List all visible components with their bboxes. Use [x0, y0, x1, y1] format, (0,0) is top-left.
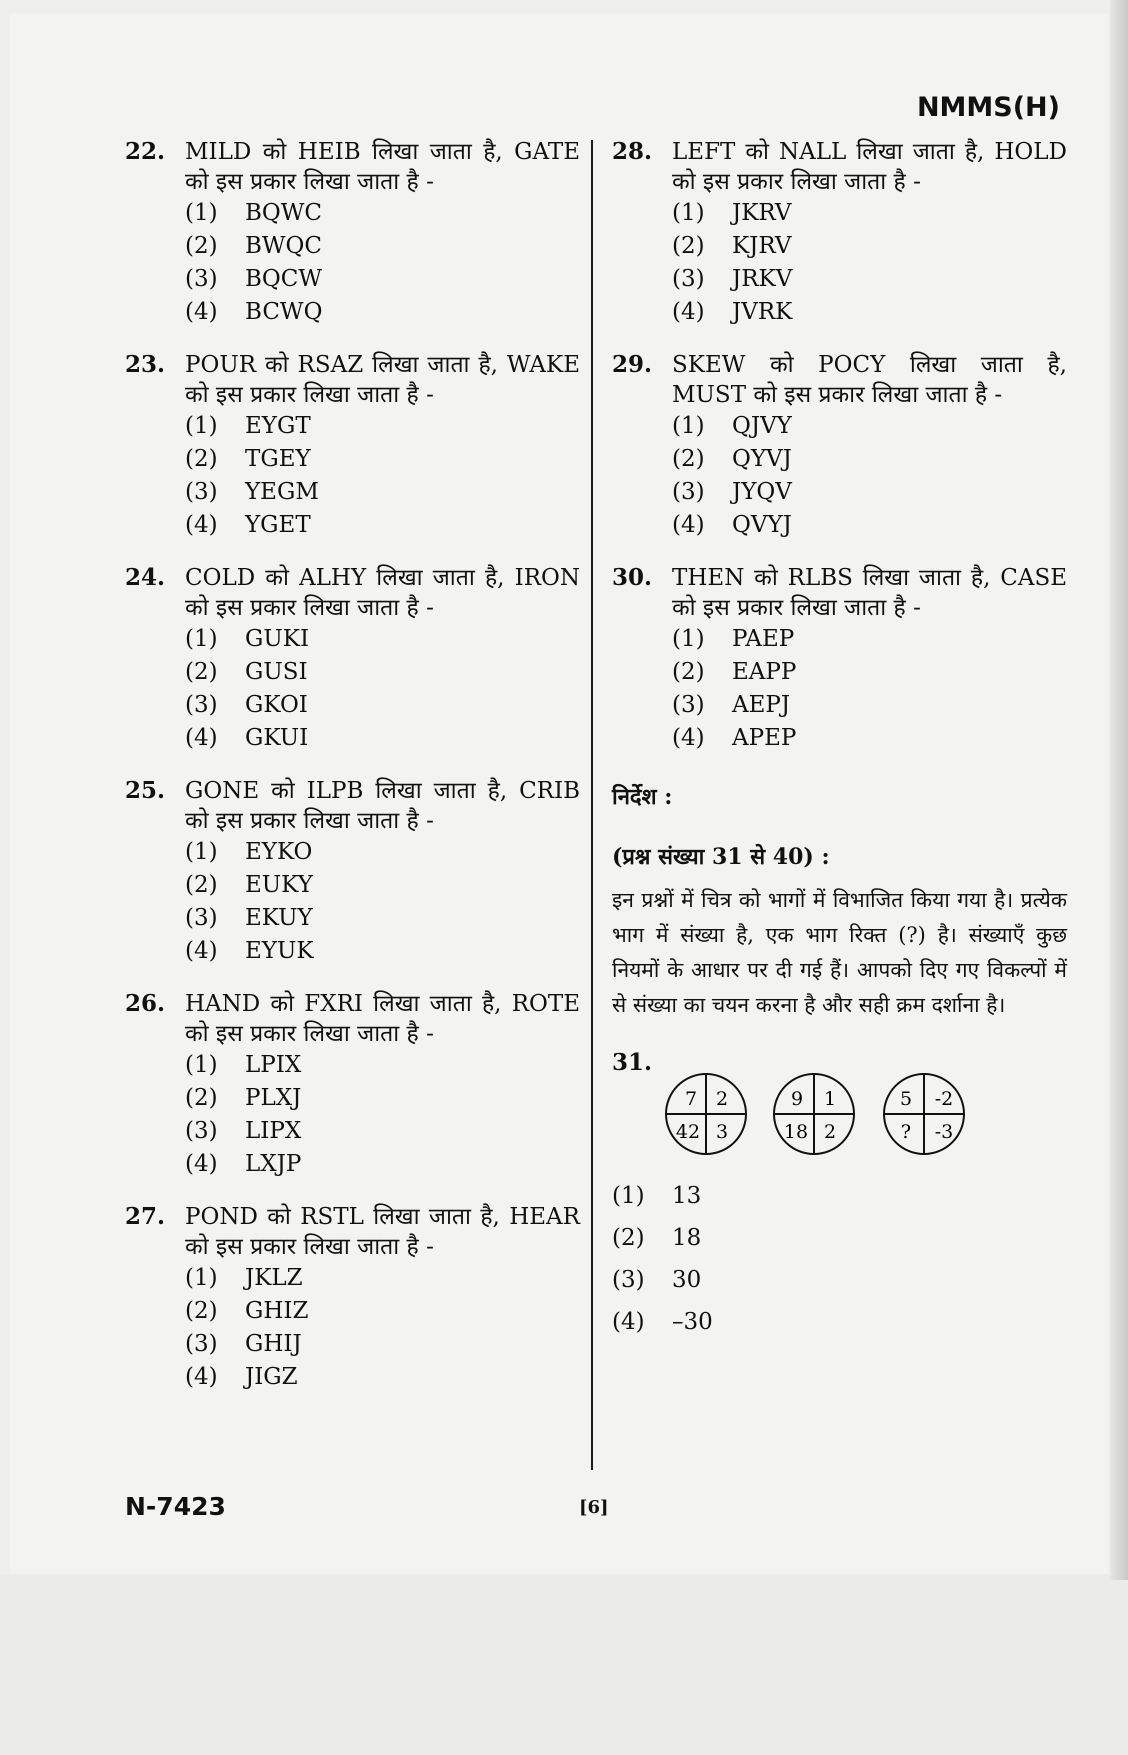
paper-code-header: NMMS(H): [916, 92, 1060, 123]
option[interactable]: (3) JRKV: [672, 266, 793, 292]
option[interactable]: (3) GKOI: [185, 692, 308, 718]
option[interactable]: (2) PLXJ: [185, 1085, 302, 1111]
option[interactable]: (3) BQCW: [185, 266, 322, 292]
question-text-cont: को इस प्रकार लिखा जाता है -: [672, 169, 921, 195]
question-text: LEFT को NALL लिखा जाता है, HOLD: [672, 139, 1067, 165]
question-27: [125, 1202, 580, 1394]
option[interactable]: (1) BQWC: [185, 200, 322, 226]
question-number: 29.: [612, 351, 653, 378]
scan-background: [0, 1574, 1128, 1755]
option[interactable]: (2) 18: [612, 1225, 702, 1251]
footer-paper-code: N-7423: [125, 1492, 226, 1521]
option[interactable]: (4) JIGZ: [185, 1364, 298, 1390]
option[interactable]: (4) QVYJ: [672, 512, 792, 538]
section-instructions: इन प्रश्नों में चित्र को भागों में विभाजित किया गया है। प्रत्येक भाग में संख्या है, एक भाग रिक्त (?) है। संख्याएँ कुछ नियमों के आधार पर दी गई हैं। आपको दिए गए विकल्पों में से संख्या का चयन करना है और सही क्रम दर्शाना है।: [612, 888, 1067, 1017]
right-column: [612, 137, 1067, 1343]
option[interactable]: (4) LXJP: [185, 1151, 302, 1177]
question-text-cont: को इस प्रकार लिखा जाता है -: [185, 595, 434, 621]
page-binding-edge: [1110, 0, 1128, 1580]
option[interactable]: (1) PAEP: [672, 626, 795, 652]
option[interactable]: (3) YEGM: [185, 479, 319, 505]
left-column: [125, 137, 580, 1415]
option[interactable]: (4) GKUI: [185, 725, 309, 751]
option[interactable]: (3) LIPX: [185, 1118, 302, 1144]
question-text-cont: को इस प्रकार लिखा जाता है -: [185, 169, 434, 195]
option[interactable]: (4) –30: [612, 1309, 713, 1335]
circle-1-top-right: 2: [715, 1088, 729, 1110]
question-text: SKEW को POCY लिखा जाता है,: [672, 352, 1067, 378]
circle-2-bottom-right: 2: [823, 1121, 837, 1143]
question-text: COLD को ALHY लिखा जाता है, IRON: [185, 565, 580, 591]
question-text-cont: को इस प्रकार लिखा जाता है -: [185, 1234, 434, 1260]
circle-2-bottom-left: 18: [783, 1121, 809, 1143]
question-23: [125, 350, 580, 542]
option[interactable]: (2) BWQC: [185, 233, 322, 259]
question-22: [125, 137, 580, 329]
question-number: 25.: [125, 777, 166, 804]
question-text: MILD को HEIB लिखा जाता है, GATE: [185, 139, 580, 165]
question-text: GONE को ILPB लिखा जाता है, CRIB: [185, 778, 580, 804]
option[interactable]: (1) LPIX: [185, 1052, 302, 1078]
question-number: 30.: [612, 564, 653, 591]
circle-1-bottom-right: 3: [715, 1121, 729, 1143]
question-number: 26.: [125, 990, 166, 1017]
circle-2-top-right: 1: [823, 1088, 837, 1110]
circle-figure-2: [774, 1074, 854, 1154]
column-divider: [591, 140, 593, 1470]
circle-3-top-right: -2: [934, 1088, 954, 1110]
option[interactable]: (2) GUSI: [185, 659, 308, 685]
question-text: POUR को RSAZ लिखा जाता है, WAKE: [185, 352, 580, 378]
question-number: 28.: [612, 138, 653, 165]
option[interactable]: (2) KJRV: [672, 233, 792, 259]
question-text-cont: को इस प्रकार लिखा जाता है -: [185, 808, 434, 834]
question-number: 24.: [125, 564, 166, 591]
option[interactable]: (3) EKUY: [185, 905, 313, 931]
option[interactable]: (1) QJVY: [672, 413, 792, 439]
question-text-cont: MUST को इस प्रकार लिखा जाता है -: [672, 382, 1003, 408]
circle-1-top-left: 7: [684, 1088, 698, 1110]
question-number: 27.: [125, 1203, 166, 1230]
option[interactable]: (2) EUKY: [185, 872, 313, 898]
question-28: [612, 137, 1067, 329]
question-30: [612, 563, 1067, 755]
option[interactable]: (1) EYKO: [185, 839, 313, 865]
option[interactable]: (1) 13: [612, 1183, 702, 1209]
page-number: [6]: [579, 1497, 609, 1518]
option[interactable]: (2) GHIZ: [185, 1298, 309, 1324]
circle-3-bottom-left: ?: [900, 1121, 912, 1143]
question-31-options: [612, 1175, 1067, 1343]
question-number: 22.: [125, 138, 166, 165]
question-text: THEN को RLBS लिखा जाता है, CASE: [672, 565, 1067, 591]
question-24: [125, 563, 580, 755]
question-text-cont: को इस प्रकार लिखा जाता है -: [672, 595, 921, 621]
option[interactable]: (3) JYQV: [672, 479, 792, 505]
option[interactable]: (4) EYUK: [185, 938, 314, 964]
question-26: [125, 989, 580, 1181]
question-31: [612, 1049, 1067, 1161]
option[interactable]: (1) JKRV: [672, 200, 792, 226]
option[interactable]: (4) APEP: [672, 725, 797, 751]
circle-2-top-left: 9: [790, 1088, 804, 1110]
question-number: 31.: [612, 1049, 653, 1076]
circle-figure-3: [884, 1074, 964, 1154]
question-text: HAND को FXRI लिखा जाता है, ROTE: [185, 991, 580, 1017]
option[interactable]: (3) GHIJ: [185, 1331, 302, 1357]
question-25: [125, 776, 580, 968]
circle-1-bottom-left: 42: [675, 1121, 701, 1143]
option[interactable]: (2) EAPP: [672, 659, 797, 685]
question-29: [612, 350, 1067, 542]
circle-figures: [664, 1071, 974, 1157]
question-text: POND को RSTL लिखा जाता है, HEAR: [185, 1204, 580, 1230]
option[interactable]: (1) EYGT: [185, 413, 311, 439]
circle-3-bottom-right: -3: [934, 1121, 954, 1143]
option[interactable]: (1) GUKI: [185, 626, 310, 652]
option[interactable]: (1) JKLZ: [185, 1265, 303, 1291]
option[interactable]: (2) QYVJ: [672, 446, 792, 472]
option[interactable]: (4) YGET: [185, 512, 311, 538]
option[interactable]: (4) JVRK: [672, 299, 793, 325]
option[interactable]: (4) BCWQ: [185, 299, 323, 325]
question-text-cont: को इस प्रकार लिखा जाता है -: [185, 382, 434, 408]
option[interactable]: (3) AEPJ: [672, 692, 791, 718]
section-title: निर्देश :: [612, 784, 673, 810]
option[interactable]: (3) 30: [612, 1267, 702, 1293]
question-text-cont: को इस प्रकार लिखा जाता है -: [185, 1021, 434, 1047]
option[interactable]: (2) TGEY: [185, 446, 311, 472]
circle-3-top-left: 5: [899, 1088, 913, 1110]
question-number: 23.: [125, 351, 166, 378]
section-subtitle: (प्रश्न संख्या 31 से 40) :: [612, 844, 830, 870]
circle-figure-1: [666, 1074, 746, 1154]
